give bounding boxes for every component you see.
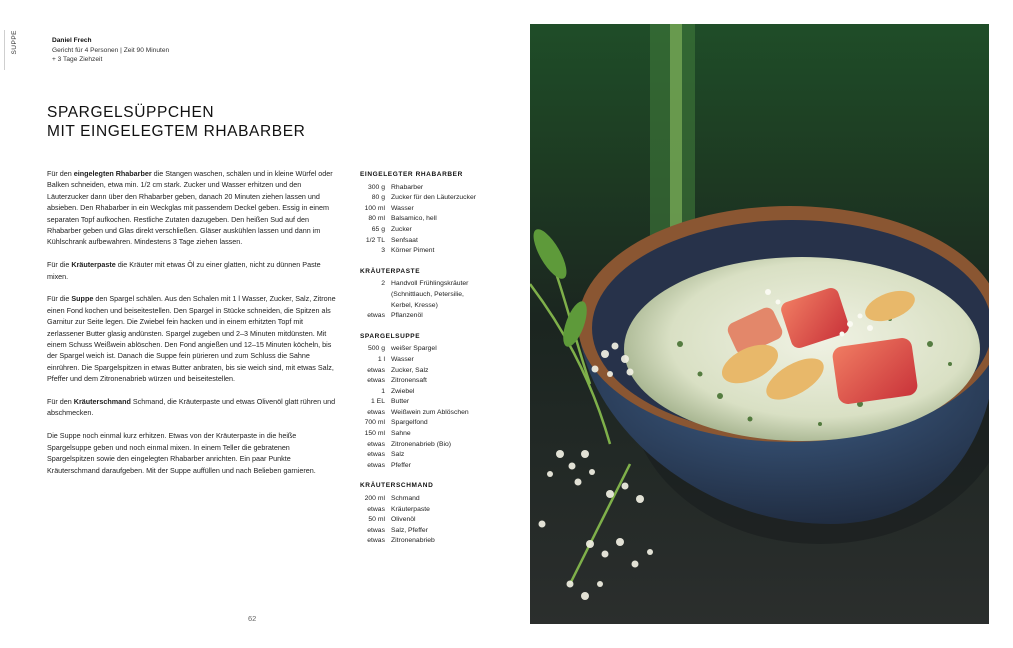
section-label bbox=[4, 30, 19, 70]
ingredient-name: Zitronenabrieb (Bio) bbox=[391, 440, 452, 448]
ingredient-row bbox=[360, 418, 480, 429]
instruction-paragraph bbox=[47, 396, 337, 419]
ingredient-quantity: etwas bbox=[367, 505, 385, 513]
instruction-component: eingelegten Rhabarber bbox=[73, 169, 152, 178]
dish-photo bbox=[530, 24, 989, 624]
ingredient-quantity: etwas bbox=[367, 451, 385, 459]
instruction-paragraph bbox=[47, 293, 337, 384]
ingredient-name: Pflanzenöl bbox=[391, 312, 423, 320]
ingredient-group bbox=[360, 481, 480, 547]
ingredient-quantity: etwas bbox=[367, 312, 385, 320]
instruction-intro: Für die bbox=[47, 260, 72, 270]
ingredient-name: Zucker, Salz bbox=[391, 366, 429, 374]
ingredient-group-title: EINGELEGTER RHABARBER bbox=[360, 171, 463, 178]
ingredient-row bbox=[360, 236, 480, 247]
ingredient-name: Spargelfond bbox=[391, 419, 428, 427]
ingredient-name: Zitronenabrieb bbox=[391, 537, 435, 545]
instruction-component: Kräuterpaste bbox=[71, 260, 116, 270]
ingredient-name: Zitronensaft bbox=[391, 377, 427, 385]
ingredient-row bbox=[360, 344, 480, 355]
ingredient-name: Zucker bbox=[391, 225, 412, 233]
ingredient-quantity: 150 ml bbox=[364, 430, 385, 438]
section-label-text: SUPPE bbox=[11, 30, 18, 55]
recipe-title-line-1: SPARGELSÜPPCHEN bbox=[47, 104, 215, 121]
ingredient-row bbox=[360, 225, 480, 236]
instruction-component: Suppe bbox=[71, 294, 94, 304]
ingredient-group bbox=[360, 170, 480, 257]
ingredient-quantity: 1 bbox=[381, 387, 385, 395]
instruction-text: Die Suppe noch einmal kurz erhitzen. Etwas von der Kräuterpaste in die heiße Spargelsuppe geben und noch einmal mixen. In einem Teller die gebratenen Spargelspitzen sowie den eingelegten Rhabarber anrichten. Ein paar Punkte Kräuterschmand daraufgeben. Mit der Suppe auffüllen und nach Belieben garnieren. bbox=[47, 431, 316, 475]
recipe-meta bbox=[52, 36, 169, 65]
recipe-title-line-2: MIT EINGELEGTEM RHABARBER bbox=[47, 123, 306, 140]
ingredient-row bbox=[360, 387, 480, 398]
ingredient-name: Kräuterpaste bbox=[391, 505, 430, 513]
ingredient-row bbox=[360, 505, 480, 516]
ingredient-quantity: etwas bbox=[367, 537, 385, 545]
instruction-paragraph bbox=[47, 430, 337, 476]
ingredient-name: Butter bbox=[391, 398, 410, 406]
ingredient-quantity: 700 ml bbox=[364, 419, 385, 427]
ingredient-row bbox=[360, 246, 480, 257]
ingredient-name: weißer Spargel bbox=[391, 345, 437, 353]
ingredient-quantity: 80 ml bbox=[368, 215, 385, 223]
ingredient-quantity: 200 ml bbox=[364, 495, 385, 503]
ingredient-quantity: 100 ml bbox=[364, 204, 385, 212]
ingredient-row bbox=[360, 408, 480, 419]
ingredient-quantity: 50 ml bbox=[368, 516, 385, 524]
ingredient-quantity: 500 g bbox=[367, 345, 385, 353]
ingredient-name: Schmand bbox=[391, 495, 420, 503]
ingredient-row bbox=[360, 526, 480, 537]
ingredient-quantity: 300 g bbox=[367, 183, 385, 191]
steeping-time: + 3 Tage Ziehzeit bbox=[52, 56, 103, 63]
ingredient-quantity: 1 l bbox=[377, 355, 385, 363]
ingredient-group-title: KRÄUTERSCHMAND bbox=[360, 482, 434, 490]
ingredient-row bbox=[360, 193, 480, 204]
instruction-text: die Stangen waschen, schälen und in kleine Würfel oder Balken schneiden, etwa min. 1/2 cm stark. Zucker und Wasser erhitzen und den Läuterzucker dann über den Rhabarber geben, danach 20 Minuten ziehen lassen und absieben. Den Rhabarber in ein Weckglas mit passendem Deckel geben. Essig in einem separaten Topf aufkochen. Restliche Zutaten dazugeben. Den heißen Sud auf den Rhabarber geben und Glas direkt verschließen. Gläser auskühlen lassen und dann im Kühlschrank aufbewahren. Mindestens 3 Tage ziehen lassen. bbox=[47, 169, 333, 247]
instruction-component: Kräuterschmand bbox=[73, 397, 131, 407]
ingredient-row bbox=[360, 536, 480, 547]
ingredient-quantity: 65 g bbox=[371, 225, 385, 233]
ingredient-name: Zwiebel bbox=[391, 387, 415, 395]
ingredient-name: Rhabarber bbox=[391, 183, 424, 191]
instruction-paragraph bbox=[47, 168, 337, 248]
ingredient-quantity: 2 bbox=[381, 280, 385, 288]
instruction-intro: Für die bbox=[47, 294, 72, 304]
instruction-paragraph bbox=[47, 259, 337, 282]
ingredient-row bbox=[360, 311, 480, 322]
ingredient-row bbox=[360, 461, 480, 472]
ingredient-row bbox=[360, 214, 480, 225]
instruction-text: Schmand, die Kräuterpaste und etwas Olivenöl glatt rühren und abschmecken. bbox=[47, 397, 336, 418]
ingredient-name: Zucker für den Läuterzucker bbox=[391, 194, 477, 202]
ingredient-name: Salz bbox=[391, 451, 405, 459]
ingredient-quantity: 80 g bbox=[371, 194, 385, 202]
ingredient-name: Balsamico, hell bbox=[391, 215, 437, 223]
servings-time: Gericht für 4 Personen | Zeit 90 Minuten bbox=[52, 46, 170, 54]
recipe-title bbox=[47, 103, 305, 141]
instruction-intro: Für den bbox=[47, 169, 74, 178]
page-number: 62 bbox=[248, 614, 257, 623]
ingredient-name: Salz, Pfeffer bbox=[391, 526, 428, 534]
ingredient-row bbox=[360, 494, 480, 505]
ingredient-group bbox=[360, 332, 480, 472]
ingredient-row bbox=[360, 515, 480, 526]
ingredient-row bbox=[360, 204, 480, 215]
ingredient-list bbox=[360, 170, 480, 557]
ingredient-row bbox=[360, 397, 480, 408]
ingredient-group-title: SPARGELSUPPE bbox=[360, 332, 421, 340]
ingredient-group bbox=[360, 267, 480, 322]
instruction-text: die Kräuter mit etwas Öl zu einer glatten, nicht zu dünnen Paste mixen. bbox=[47, 260, 321, 281]
ingredient-name: Wasser bbox=[391, 355, 414, 363]
ingredient-name: Senfsaat bbox=[391, 236, 418, 244]
ingredient-quantity: etwas bbox=[367, 408, 385, 416]
ingredient-row bbox=[360, 183, 480, 194]
ingredient-quantity: etwas bbox=[367, 461, 385, 469]
ingredient-name: Wasser bbox=[391, 204, 414, 212]
ingredient-quantity: etwas bbox=[367, 366, 385, 374]
instruction-intro: Für den bbox=[47, 397, 74, 407]
ingredient-quantity: 1/2 TL bbox=[365, 236, 385, 244]
instruction-text: den Spargel schälen. Aus den Schalen mit 1 l Wasser, Zucker, Salz, Zitrone einen Fond kochen und beiseitestellen. Den Spargel in Stücke schneiden, die Spitzen als Garnitur zur Seite legen. Die Zwiebel fein hacken und in einem erhitzten Topf mit zerlassener Butter glasig andünsten. Spargel zugeben und 2–3 Minuten mitdünsten. Mit einem Schuss Weißwein ablöschen. Den Fond angießen und 12–15 Minuten köcheln, bis der Spargel weich ist. Danach die Suppe fein pürieren und zum Schluss die Sahne einrühren. Die Spargelspitzen in etwas Butter anbraten, bis sie weich sind, mit etwas Salz, Pfeffer und dem Zitronenabrieb würzen und beiseitestellen. bbox=[47, 294, 336, 384]
ingredient-row bbox=[360, 355, 480, 366]
ingredient-row bbox=[360, 376, 480, 387]
instructions bbox=[47, 168, 337, 487]
ingredient-name: Weißwein zum Ablöschen bbox=[391, 408, 469, 416]
ingredient-quantity: etwas bbox=[367, 526, 385, 534]
ingredient-row bbox=[360, 366, 480, 377]
ingredient-quantity: 3 bbox=[381, 247, 385, 255]
ingredient-name: Körner Piment bbox=[391, 247, 435, 255]
ingredient-quantity: etwas bbox=[367, 377, 385, 385]
dish-photo-illustration bbox=[530, 24, 989, 624]
ingredient-row bbox=[360, 450, 480, 461]
ingredient-quantity: etwas bbox=[367, 440, 385, 448]
ingredient-row bbox=[360, 440, 480, 451]
ingredient-name: Handvoll Frühlingskräuter (Schnittlauch, Petersilie, Kerbel, Kresse) bbox=[391, 280, 469, 309]
ingredient-quantity: 1 EL bbox=[371, 398, 385, 406]
ingredient-name: Pfeffer bbox=[391, 461, 411, 469]
author-name: Daniel Frech bbox=[52, 37, 92, 44]
ingredient-row bbox=[360, 429, 480, 440]
ingredient-name: Sahne bbox=[391, 430, 411, 438]
ingredient-name: Olivenöl bbox=[391, 516, 416, 524]
ingredient-group-title: KRÄUTERPASTE bbox=[360, 267, 421, 275]
ingredient-row bbox=[360, 279, 480, 311]
